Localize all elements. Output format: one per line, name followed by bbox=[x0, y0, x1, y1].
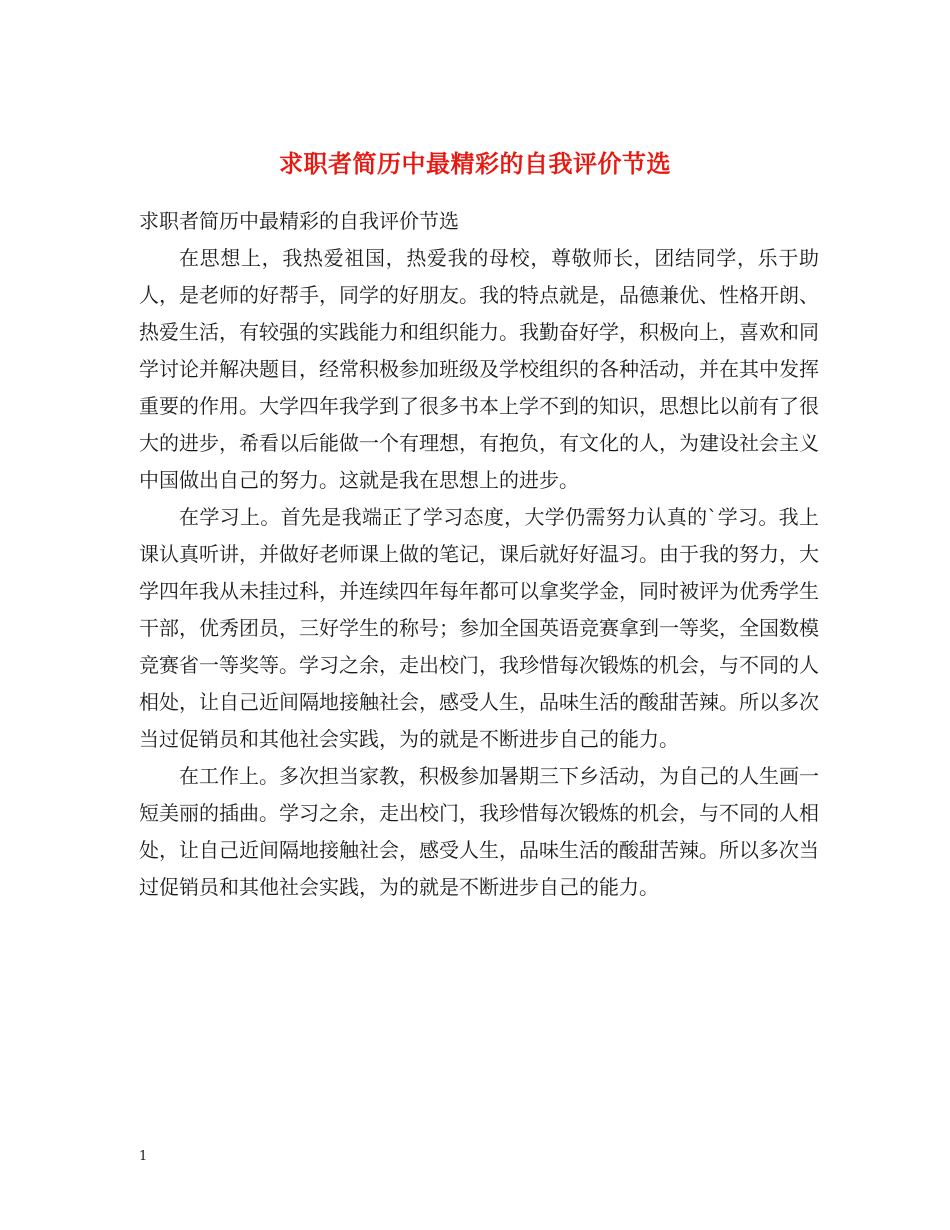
document-subtitle: 求职者简历中最精彩的自我评价节选 bbox=[139, 209, 459, 233]
paragraph-study: 在学习上。首先是我端正了学习态度，大学仍需努力认真的`学习。我上课认真听讲，并做好老师课上做的笔记，课后就好好温习。由于我的努力，大学四年我从未挂过科，并连续四年每年都可以拿奖学金，同时被评为优秀学生干部，优秀团员，三好学生的称号；参加全国英语竞赛拿到一等奖，全国数模竞赛省一等奖等。学习之余，走出校门，我珍惜每次锻炼的机会，与不同的人相处，让自己近间隔地接触社会，感受人生，品味生活的酸甜苦辣。所以多次当过促销员和其他社会实践，为的就是不断进步自己的能力。 bbox=[139, 505, 819, 751]
paragraph-work: 在工作上。多次担当家教，积极参加暑期三下乡活动，为自己的人生画一短美丽的插曲。学习之余，走出校门，我珍惜每次锻炼的机会，与不同的人相处，让自己近间隔地接触社会，感受人生，品味生活的酸甜苦辣。所以多次当过促销员和其他社会实践，为的就是不断进步自己的能力。 bbox=[139, 764, 819, 899]
page-number: 1 bbox=[139, 1149, 148, 1164]
document-title: 求职者简历中最精彩的自我评价节选 bbox=[279, 149, 671, 179]
document-body bbox=[139, 203, 819, 906]
paragraph-thought: 在思想上，我热爱祖国，热爱我的母校，尊敬师长，团结同学，乐于助人，是老师的好帮手，同学的好朋友。我的特点就是，品德兼优、性格开朗、热爱生活，有较强的实践能力和组织能力。我勤奋好学，积极向上，喜欢和同学讨论并解决题目，经常积极参加班级及学校组织的各种活动，并在其中发挥重要的作用。大学四年我学到了很多书本上学不到的知识，思想比以前有了很大的进步，希看以后能做一个有理想，有抱负，有文化的人，为建设社会主义中国做出自己的努力。这就是我在思想上的进步。 bbox=[139, 246, 819, 492]
